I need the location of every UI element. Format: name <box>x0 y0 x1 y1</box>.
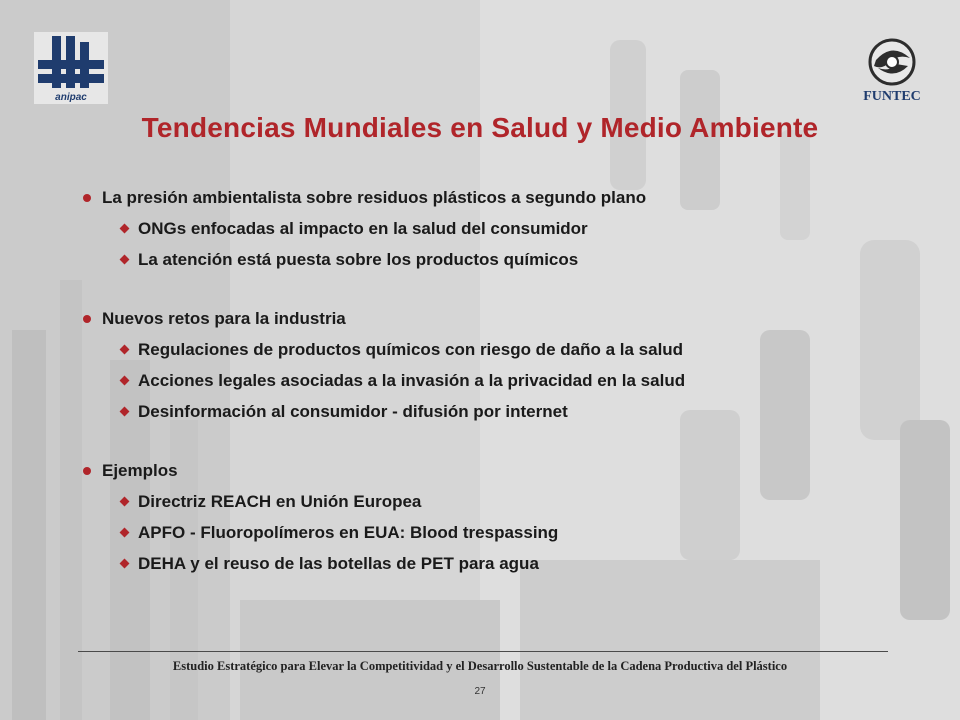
sub-bullet-item <box>80 334 900 365</box>
sub-bullet-item <box>80 486 900 517</box>
bullet-diamond-icon <box>120 376 130 386</box>
section-1 <box>80 182 900 275</box>
sub-bullet-text: ONGs enfocadas al impacto en la salud del consumidor <box>138 219 588 238</box>
sub-bullet-text: Directriz REACH en Unión Europea <box>138 492 422 511</box>
sub-bullet-item <box>80 213 900 244</box>
bullet-diamond-icon <box>120 528 130 538</box>
sub-bullet-item <box>80 396 900 427</box>
bullet-item <box>80 455 900 486</box>
sub-bullet-text: APFO - Fluoropolímeros en EUA: Blood trespassing <box>138 523 559 542</box>
sub-bullet-text: Acciones legales asociadas a la invasión a la privacidad en la salud <box>138 371 686 390</box>
page-number: 27 <box>474 686 486 697</box>
bullet-item <box>80 303 900 334</box>
bullet-dot-icon <box>83 315 91 323</box>
anipac-logo-text: anipac <box>55 92 87 103</box>
bullet-text: Ejemplos <box>102 461 178 480</box>
bullet-dot-icon <box>83 194 91 202</box>
sub-bullet-item <box>80 548 900 579</box>
funtec-logo <box>854 36 930 104</box>
bullet-content <box>80 182 900 607</box>
footer-divider <box>78 651 888 652</box>
slide-title: Tendencias Mundiales en Salud y Medio Ambiente <box>141 112 819 143</box>
bullet-item <box>80 182 900 213</box>
sub-bullet-item <box>80 365 900 396</box>
bullet-diamond-icon <box>120 345 130 355</box>
sub-bullet-item <box>80 517 900 548</box>
anipac-logo <box>34 32 108 104</box>
bullet-dot-icon <box>83 467 91 475</box>
section-2 <box>80 303 900 427</box>
funtec-logo-text: FUNTEC <box>863 89 921 104</box>
bullet-diamond-icon <box>120 497 130 507</box>
footer-text: Estudio Estratégico para Elevar la Competitividad y el Desarrollo Sustentable de la Cadena Productiva del Plástico <box>172 659 788 673</box>
sub-bullet-text: Desinformación al consumidor - difusión por internet <box>138 402 568 421</box>
bullet-diamond-icon <box>120 255 130 265</box>
sub-bullet-text: La atención está puesta sobre los productos químicos <box>138 250 579 269</box>
sub-bullet-item <box>80 244 900 275</box>
sub-bullet-text: Regulaciones de productos químicos con riesgo de daño a la salud <box>138 340 684 359</box>
bullet-text: Nuevos retos para la industria <box>102 309 346 328</box>
bullet-diamond-icon <box>120 559 130 569</box>
bullet-diamond-icon <box>120 224 130 234</box>
section-3 <box>80 455 900 579</box>
sub-bullet-text: DEHA y el reuso de las botellas de PET para agua <box>138 554 539 573</box>
bullet-diamond-icon <box>120 407 130 417</box>
bullet-text: La presión ambientalista sobre residuos plásticos a segundo plano <box>102 188 647 207</box>
